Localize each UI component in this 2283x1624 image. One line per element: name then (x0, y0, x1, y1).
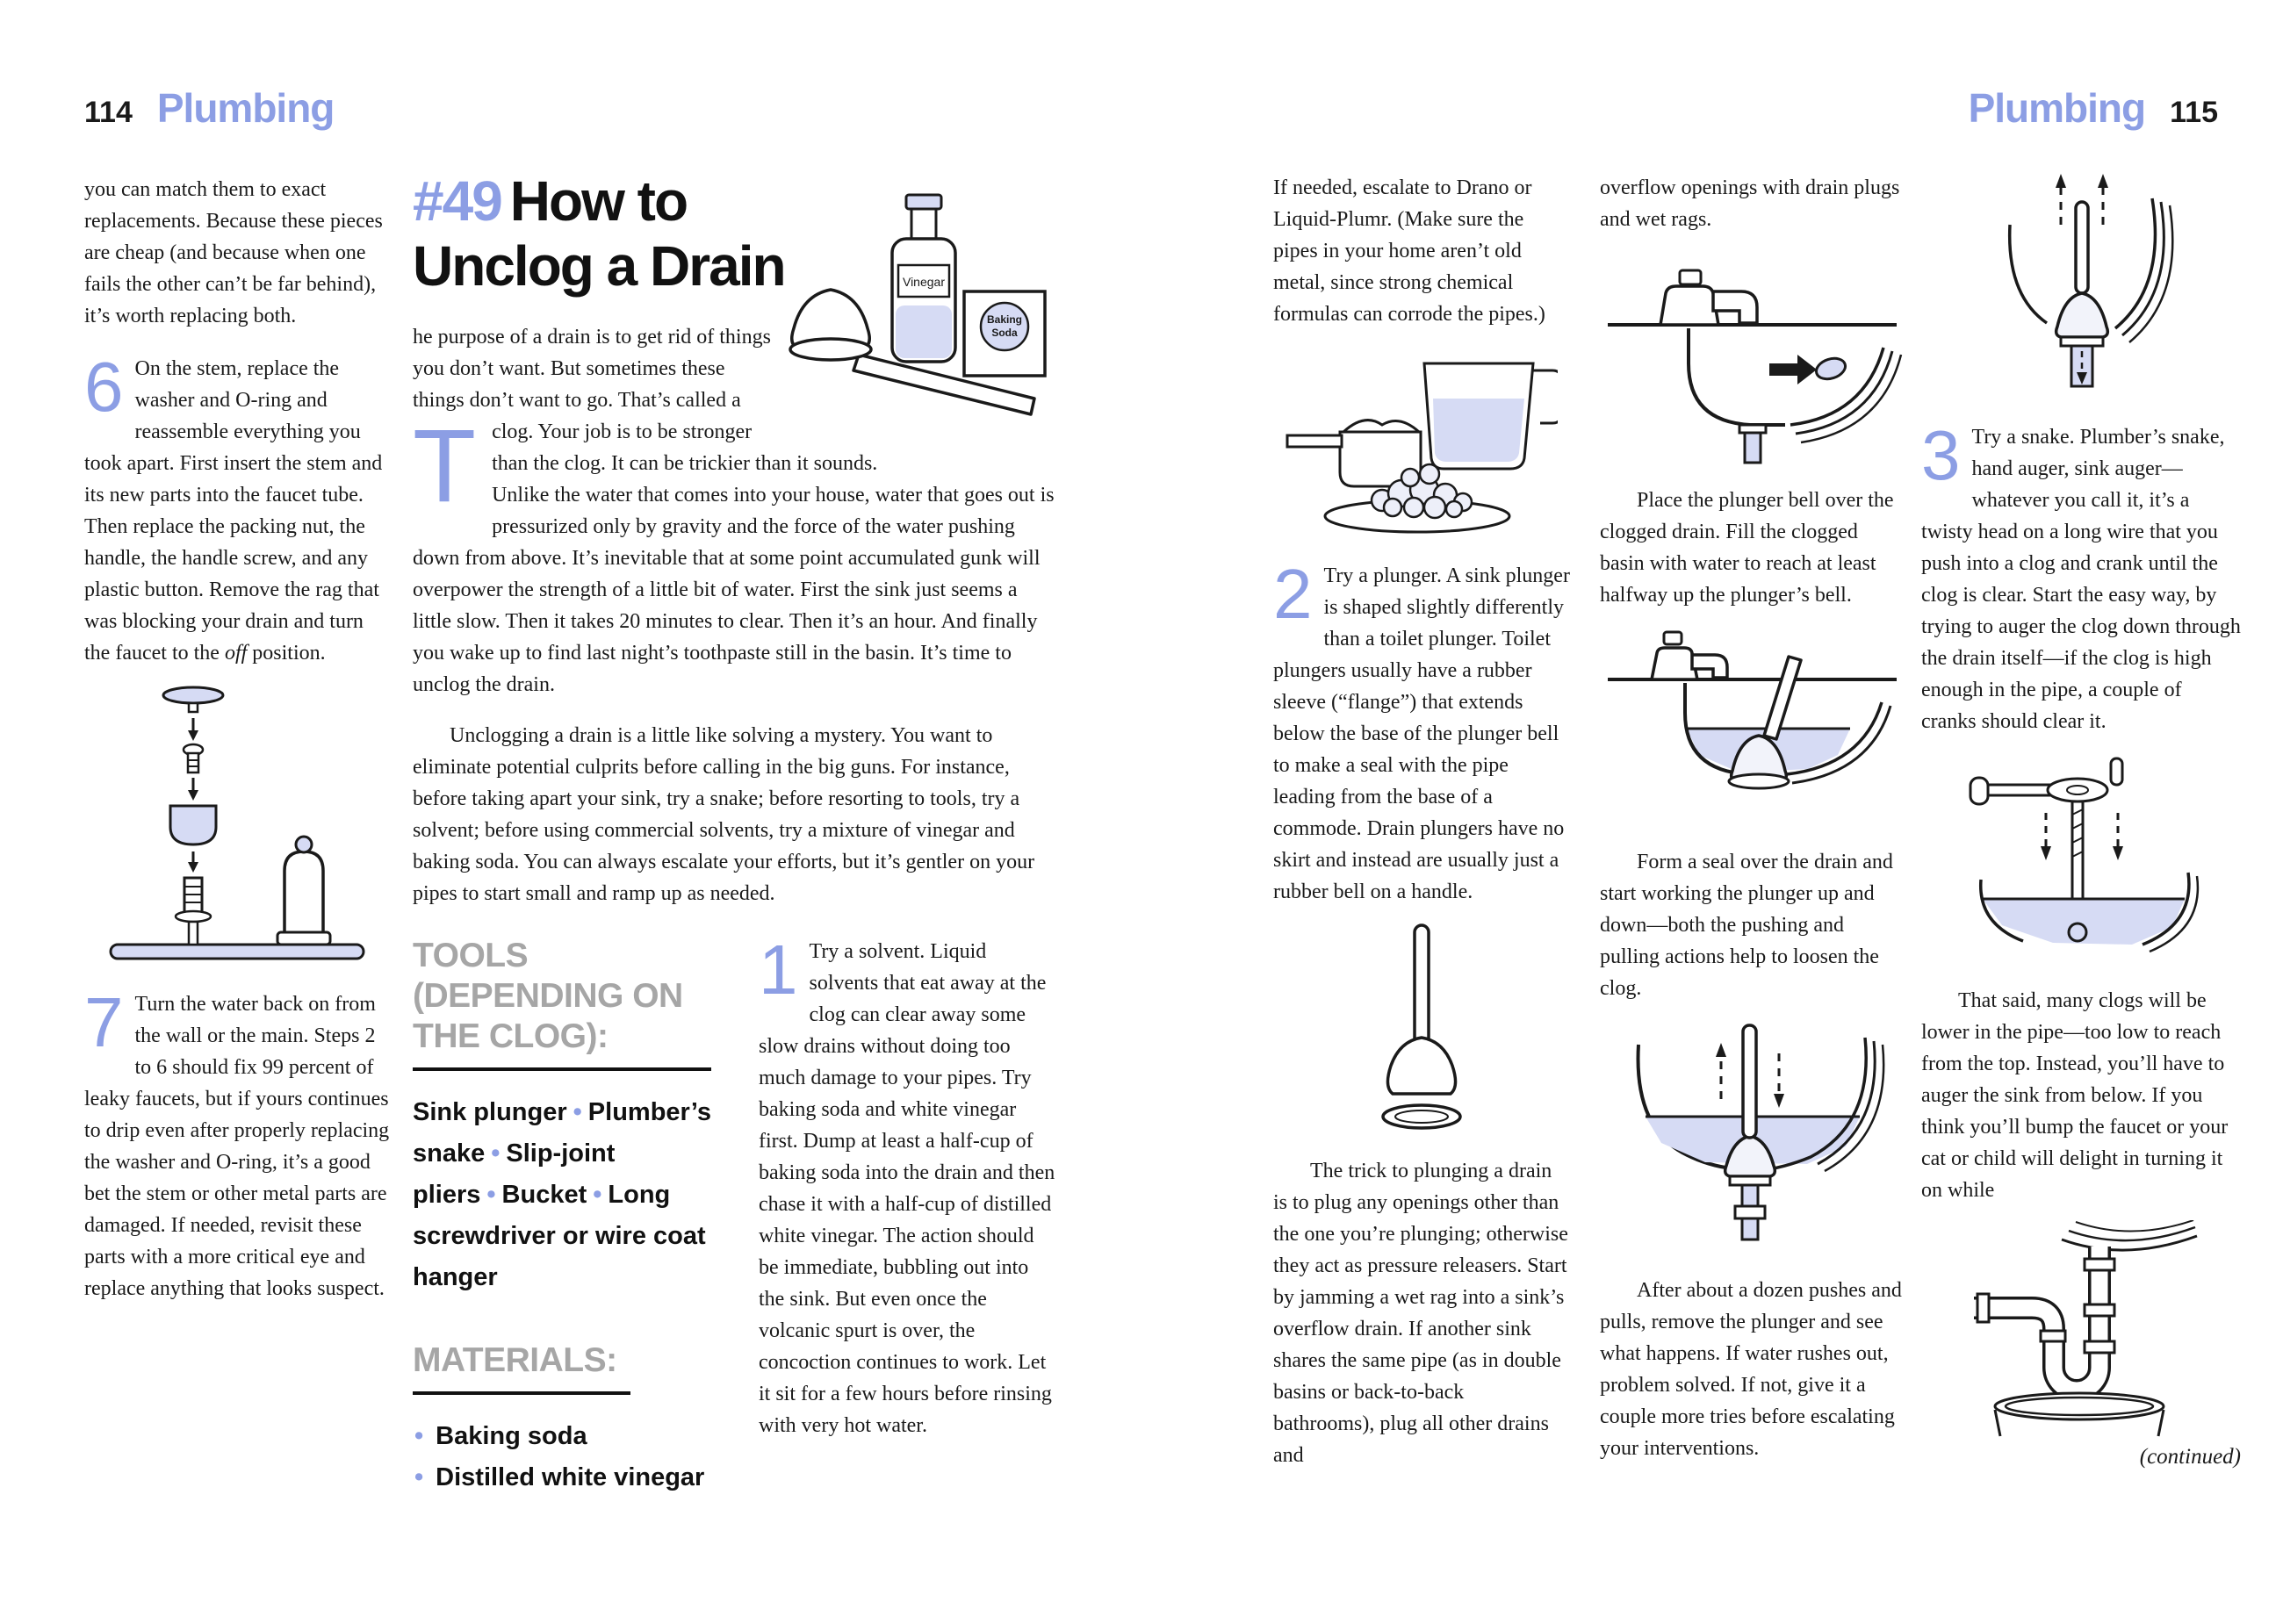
step-3-text: Try a snake. Plumber’s snake, hand auger, sink auger—whatever you call it, it’s a twisty head on a long wire that you push into a clog and crank until the clog is clear. Start the easy way, by trying to auger the clog down through the drain itself—if the clog is high enough in the pipe, a couple of cranks should clear it. (1921, 426, 2241, 733)
materials-heading: MATERIALS: (413, 1341, 617, 1379)
arrow-icon (1769, 355, 1817, 384)
sink-plunger-water-diagram (1601, 625, 1904, 832)
material-label: Baking soda (436, 1422, 587, 1450)
bullet-icon: • (414, 1422, 424, 1450)
continued-note: (continued) (2139, 1445, 2241, 1469)
baking-soda-label-2: Soda (991, 327, 1018, 339)
step-6-text-end: position. (247, 642, 326, 665)
title-line-1: How to (509, 169, 688, 233)
step-3 (1921, 416, 2241, 737)
step-6-italic: off (224, 642, 248, 665)
escalate-paragraph: If needed, escalate to Drano or Liquid-Plumr. (Make sure the pipes in your home aren’t old metal, since strong chemical formulas can corrode the pipes.) (1273, 176, 1545, 326)
step-7 (84, 983, 390, 1304)
measuring-cup-illustration (1286, 344, 1558, 539)
form-seal-paragraph: Form a seal over the drain and start working the plunger up and down—both the pushing and pulling actions help to loosen the clog. (1600, 851, 1893, 1000)
place-plunger-paragraph: Place the plunger bell over the clogged drain. Fill the clogged basin with water to reach at least halfway up the plunger’s bell. (1600, 489, 1894, 607)
materials-block (413, 1340, 722, 1498)
tool-item: Bucket (501, 1181, 587, 1209)
materials-list (413, 1416, 722, 1498)
sidebar-column (84, 174, 390, 1304)
page-number: 114 (84, 96, 133, 129)
dozen-pushes-paragraph: After about a dozen pushes and pulls, remove the plunger and see what happens. If water rushes out, problem solved. If not, give it a couple more tries before escalating your interventions. (1600, 1279, 1902, 1460)
p-trap-bucket-diagram (1958, 1220, 2204, 1438)
step-7-text: Turn the water back on from the wall or the main. Steps 2 to 6 should fix 99 percent of leaky faucets, but if yours continues to drip even after properly replacing the washer and O-ring, it’s a good bet the stem or other metal parts are damaged. If needed, revisit these parts with a more critical eye and replace anything that looks suspect. (84, 993, 390, 1300)
tool-item: Long screwdriver or wire coat hanger (413, 1181, 706, 1291)
article-column (413, 169, 1059, 1498)
materials-rule (413, 1391, 630, 1395)
sink-overflow-diagram (1601, 249, 1904, 471)
bullet-separator: • (573, 1098, 582, 1126)
page-number: 115 (2170, 96, 2218, 129)
step-6-text: On the stem, replace the washer and O-ring and reassemble everything you took apart. First insert the stem and its new parts into the faucet tube. Then replace the packing nut, the handle, the handle screw, and any plastic button. Remove the rag that was blocking your drain and turn the faucet to the (84, 357, 383, 665)
article-number: #49 (413, 169, 501, 233)
sink-plunger-illustration (1365, 922, 1479, 1141)
material-label: Distilled white vinegar (436, 1463, 705, 1491)
bullet-separator: • (486, 1181, 496, 1209)
tools-list (413, 1092, 722, 1298)
tools-column (413, 936, 722, 1498)
tools-and-step1-region (413, 931, 1059, 1498)
faucet-stem-diagram (105, 683, 369, 967)
material-item (413, 1416, 722, 1457)
drop-cap: T (413, 408, 477, 524)
tool-item: Slip-joint pliers (413, 1139, 616, 1209)
title-line-2: Unclog a Drain (413, 234, 785, 298)
step-1 (759, 931, 1059, 1441)
step-7-number: 7 (84, 983, 121, 1061)
tools-heading: TOOLS (DEPENDING ON THE CLOG): (413, 937, 683, 1055)
right-column-3 (1921, 163, 2241, 1470)
intro-text: he purpose of a drain is to get rid of things you don’t want. But sometimes these things don’t want to go. That’s called a clog. Your job is to be stronger than the clog. It can be trickier than it sounds. Unlike the water that comes into your house, water that goes out is pressurized only by gravity and the force of the water pushing down from above. It’s inevitable that at some point accumulated gunk will overpower the strength of a little bit of water. First the sink just seems a little slow. Then it takes 20 minutes to clear. Then it’s an hour. And finally you wake up to find last night’s toothpaste still in the basin. It’s time to unclog the drain. (413, 326, 1055, 696)
right-column-2 (1600, 172, 1904, 1464)
step-2-number: 2 (1273, 555, 1310, 633)
plunging-action-diagram (1607, 1018, 1897, 1261)
step-6 (84, 348, 390, 669)
bullet-separator: • (593, 1181, 602, 1209)
bullet-icon: • (414, 1463, 424, 1491)
trick-paragraph: The trick to plunging a drain is to plug any openings other than the one you’re plunging; otherwise they act as pressure releasers. Start by jamming a wet rag into a sink’s overflow drain. If another sink shares the same pipe (as in double basins or back-to-back bathrooms), plug all other drains and (1273, 1160, 1568, 1467)
bullet-separator: • (491, 1139, 501, 1168)
step-2-text: Try a plunger. A sink plunger is shaped slightly differently than a toilet plunger. Toilet plungers usually have a rubber sleeve (“flange”) that extends below the base of the plunger bell to make a seal with the pipe leading from the base of a commode. Drain plungers have no skirt and instead are usually just a rubber bell on a handle. (1273, 564, 1570, 903)
tool-item: Sink plunger (413, 1098, 567, 1126)
page-header-right (1968, 85, 2218, 131)
tool-item: Plumber’s snake (413, 1098, 712, 1168)
step-1-text: Try a solvent. Liquid solvents that eat away at the clog can clear away some slow drains without doing too much damage to your pipes. Try baking soda and white vinegar first. Dump at least a half-cup of baking soda into the drain and then chase it with a half-cup of distilled white vinegar. The action should be immediate, bubbling out into the sink. But even once the volcanic spurt is over, the concoction continues to work. Let it sit for a few hours before rinsing with very hot water. (759, 940, 1055, 1437)
step-1-column (759, 931, 1059, 1498)
continuation-paragraph: you can match them to exact replacements. Because these pieces are cheap (and because when one fails the other can’t be far behind), it’s worth replacing both. (84, 178, 383, 327)
page-header-left (84, 85, 335, 131)
right-column-1 (1273, 172, 1570, 1471)
lower-clogs-paragraph: That said, many clogs will be lower in the pipe—too low to reach from the top. Instead, you’ll have to auger the sink from below. If you think you’ll bump the faucet or your cat or child will delight in turning it on while (1921, 989, 2229, 1202)
step-3-number: 3 (1921, 416, 1958, 494)
section-title: Plumbing (156, 85, 335, 131)
overflow-paragraph: overflow openings with drain plugs and wet rags. (1600, 176, 1900, 231)
step-6-number: 6 (84, 348, 121, 426)
vinegar-label: Vinegar (902, 275, 946, 289)
plunger-pull-diagram (1971, 163, 2191, 407)
step-1-number: 1 (759, 931, 796, 1009)
hand-auger-diagram (1949, 751, 2213, 971)
tools-rule (413, 1067, 711, 1071)
page-115 (1142, 0, 2283, 1624)
step-2 (1273, 555, 1570, 908)
vinegar-plunger-illustration (755, 172, 1059, 453)
material-item (413, 1457, 722, 1498)
section-title: Plumbing (1968, 85, 2146, 131)
mystery-paragraph: Unclogging a drain is a little like solving a mystery. You want to eliminate potential culprits before calling in the big guns. For instance, before taking apart your sink, try a snake; before resorting to tools, try a solvent; before using commercial solvents, try a mixture of vinegar and baking soda. You can always escalate your efforts, but it’s gentler on your pipes to start small and ramp up as needed. (413, 724, 1035, 905)
baking-soda-label-1: Baking (986, 313, 1023, 326)
